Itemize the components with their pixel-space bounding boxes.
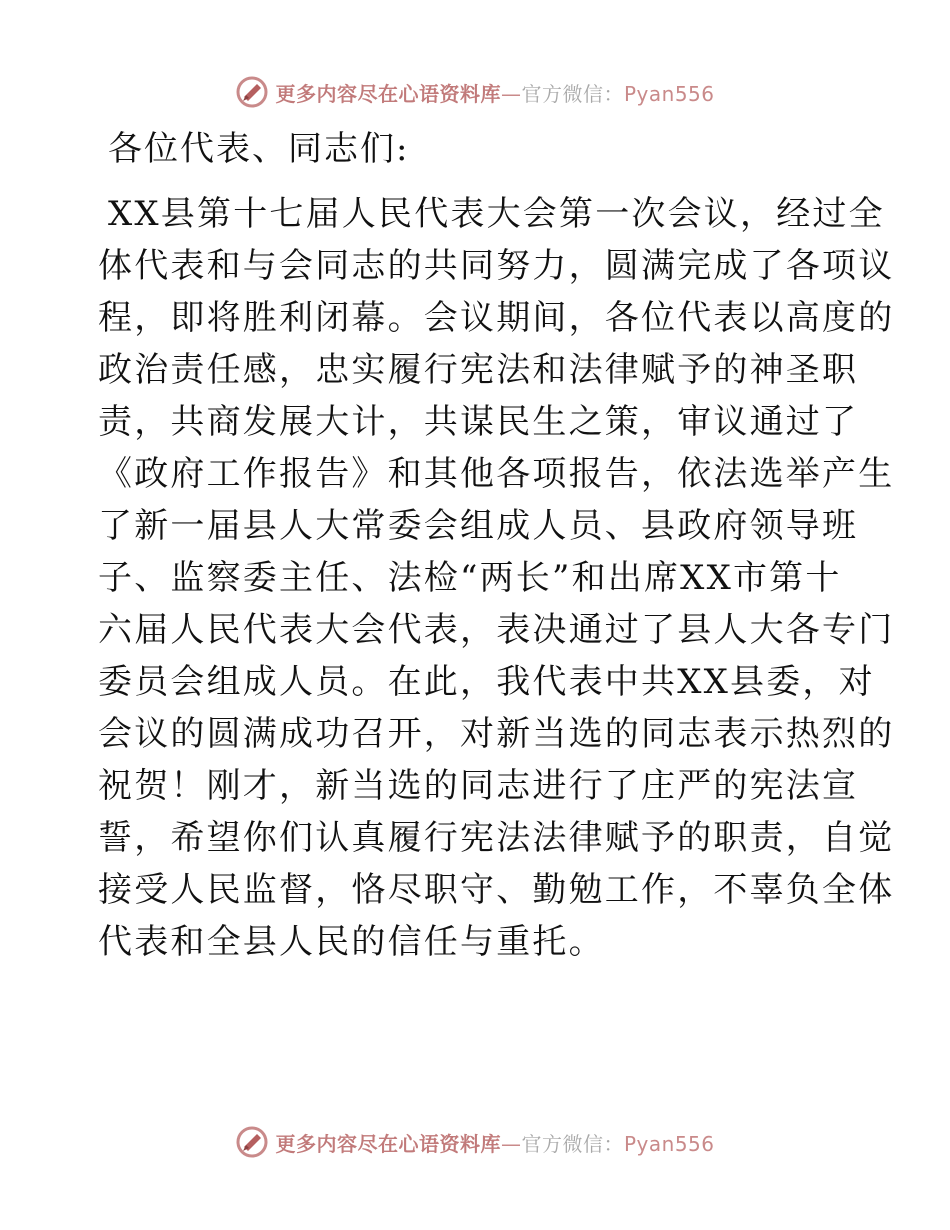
paragraph-line: 《政府工作报告》和其他各项报告，依法选举产生 [98,454,895,494]
paragraph-line: 委员会组成人员。在此，我代表中共XX县委，对 [98,662,875,702]
paragraph-line: 祝贺！刚才，新当选的同志进行了庄严的宪法宣 [98,766,859,806]
paragraph-line: XX县第十七届人民代表大会第一次会议，经过全 [108,194,885,234]
paragraph-line: 接受人民监督，恪尽职守、勤勉工作，不辜负全体 [98,870,895,910]
watermark-brand: 更多内容尽在心语资料库 [275,81,501,106]
salutation: 各位代表、同志们: [108,129,410,169]
watermark-brand: 更多内容尽在心语资料库 [275,1131,501,1156]
watermark-text [275,78,714,107]
watermark-text [275,1128,714,1157]
paragraph-line: 责，共商发展大计，共谋民生之策，审议通过了 [98,402,859,442]
footer-watermark [0,1122,950,1162]
paragraph-line: 政治责任感，忠实履行宪法和法律赋予的神圣职 [98,350,859,390]
paragraph-line: 子、监察委主任、法检“两长”和出席XX市第十 [98,558,842,598]
watermark-channel: 官方微信： [521,81,624,106]
paragraph-line: 誓，希望你们认真履行宪法法律赋予的职责，自觉 [98,818,895,858]
brand-logo-icon [235,75,269,109]
watermark-account: Pyan556 [623,81,715,106]
watermark-separator: — [500,1131,522,1156]
brand-logo-icon [235,1125,269,1159]
watermark-separator: — [500,81,522,106]
paragraph-line: 程，即将胜利闭幕。会议期间，各位代表以高度的 [98,298,895,338]
paragraph-line: 体代表和与会同志的共同努力，圆满完成了各项议 [98,246,895,286]
watermark-channel: 官方微信： [521,1131,624,1156]
paragraph-line: 代表和全县人民的信任与重托。 [98,922,605,962]
paragraph-line: 会议的圆满成功召开，对新当选的同志表示热烈的 [98,714,895,754]
paragraph [98,188,895,968]
paragraph-line: 了新一届县人大常委会组成人员、县政府领导班 [98,506,859,546]
header-watermark [0,72,950,112]
document-body [98,122,895,968]
watermark-account: Pyan556 [623,1131,715,1156]
paragraph-line: 六届人民代表大会代表，表决通过了县人大各专门 [98,610,895,650]
